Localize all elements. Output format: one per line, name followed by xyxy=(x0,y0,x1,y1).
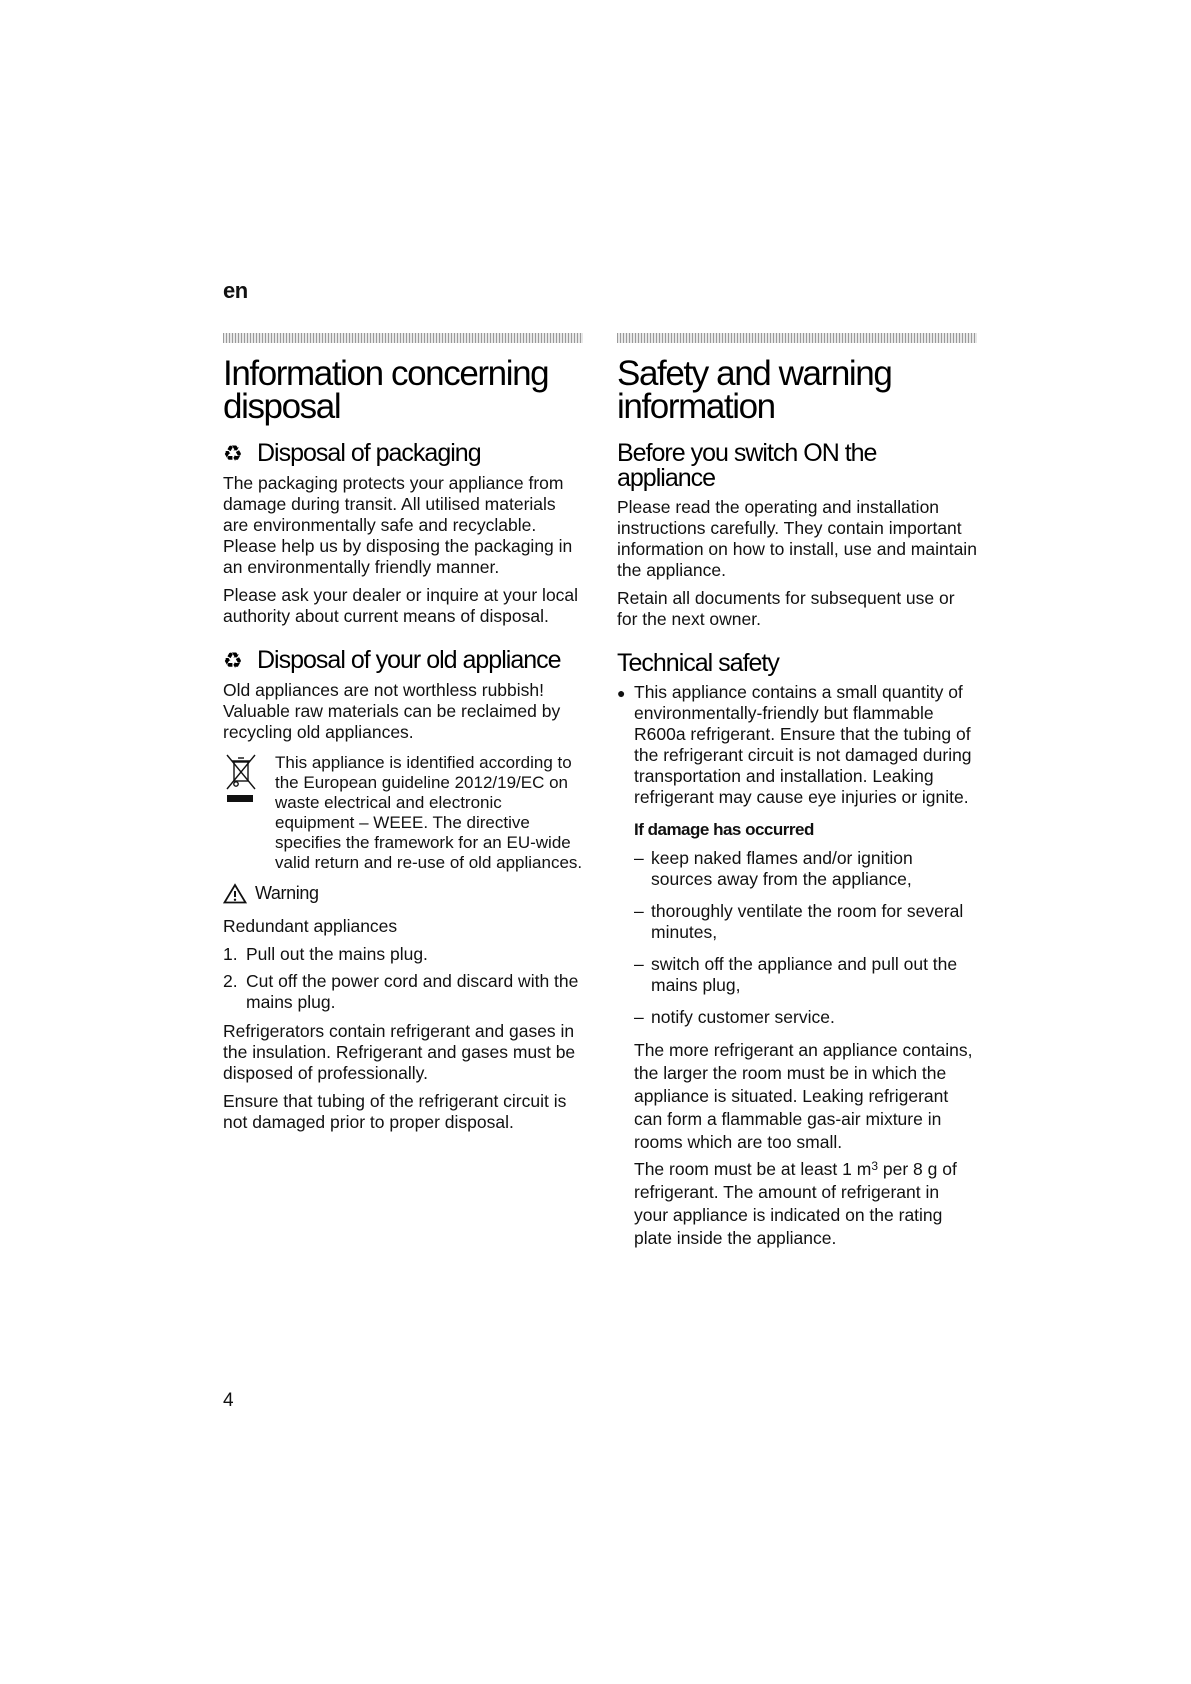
disposal-title: Information concerning disposal xyxy=(223,354,549,426)
warning-icon xyxy=(223,883,247,904)
old-appliance-heading: ♻ Disposal of your old appliance xyxy=(223,646,561,674)
list-item: – thoroughly ventilate the room for several minutes, xyxy=(634,901,964,942)
packaging-paragraph-2: Please ask your dealer or inquire at your local authority about current means of disposal. xyxy=(223,585,579,626)
safety-column xyxy=(617,333,977,1254)
section-divider xyxy=(223,333,583,343)
crossed-bin-icon xyxy=(223,753,275,813)
list-item: – switch off the appliance and pull out the mains plug, xyxy=(634,954,958,995)
disposal-steps xyxy=(223,944,583,1013)
safety-title: Safety and warning information xyxy=(617,354,892,426)
weee-notice xyxy=(223,753,583,873)
list-item: – keep naked flames and/or ignition sources away from the appliance, xyxy=(634,848,913,889)
list-item: ● This appliance contains a small quantity of environmentally-friendly but flammable R600a refrigerant. Ensure that the tubing of the refrigerant circuit is not damaged during transportation and installation. Leaking refrigerant may cause eye injuries or ignite. xyxy=(617,682,972,807)
warning-label: Warning xyxy=(223,883,583,904)
redundant-appliances: Redundant appliances xyxy=(223,916,398,936)
old-appliance-paragraph-1: Old appliances are not worthless rubbish! Valuable raw materials can be reclaimed by recycling old appliances. xyxy=(223,680,561,742)
before-switch-on-heading: Before you switch ON the appliance xyxy=(617,439,877,492)
packaging-heading: ♻ Disposal of packaging xyxy=(223,439,481,467)
list-item: – notify customer service. xyxy=(634,1007,835,1027)
tubing-paragraph: Ensure that tubing of the refrigerant circuit is not damaged prior to proper disposal. xyxy=(223,1091,567,1132)
room-size-paragraph: The more refrigerant an appliance contains, the larger the room must be in which the appliance is situated. Leaking refrigerant can form a flammable gas-air mixture in rooms which are too small. xyxy=(634,1040,973,1152)
before-paragraph-1: Please read the operating and installation instructions carefully. They contain important information on how to install, use and maintain the appliance. xyxy=(617,497,977,580)
room-volume-paragraph: The room must be at least 1 $m^3$ per 8 g of refrigerant. The amount of refrigerant in your appliance is indicated on the rating plate inside the appliance. xyxy=(634,1159,957,1248)
before-paragraph-2: Retain all documents for subsequent use or for the next owner. xyxy=(617,588,955,629)
packaging-paragraph-1: The packaging protects your appliance from damage during transit. All utilised materials are environmentally safe and recyclable. Please help us by disposing the packaging in an environmentally friendly manner. xyxy=(223,473,573,577)
bullet-icon: ● xyxy=(617,685,626,701)
technical-safety-heading: Technical safety xyxy=(617,649,779,677)
list-item: 1. Pull out the mains plug. xyxy=(223,944,428,964)
list-item: 2. Cut off the power cord and discard with the mains plug. xyxy=(223,971,579,1012)
page-number: 4 xyxy=(223,1390,234,1411)
section-divider xyxy=(617,333,977,343)
damage-section xyxy=(617,820,977,1250)
weee-text: This appliance is identified according to the European guideline 2012/19/EC on waste electrical and electronic equipment – WEEE. The directive specifies the framework for an EU-wide valid return and re-use of old appliances. xyxy=(275,753,583,872)
refrigerant-paragraph: Refrigerators contain refrigerant and gases in the insulation. Refrigerant and gases must be disposed of professionally. xyxy=(223,1021,576,1083)
language-code: en xyxy=(223,278,248,303)
disposal-column xyxy=(223,333,583,1140)
recycle-icon: ♻ xyxy=(223,648,242,673)
damage-heading: If damage has occurred xyxy=(634,820,814,839)
recycle-icon: ♻ xyxy=(223,441,242,466)
